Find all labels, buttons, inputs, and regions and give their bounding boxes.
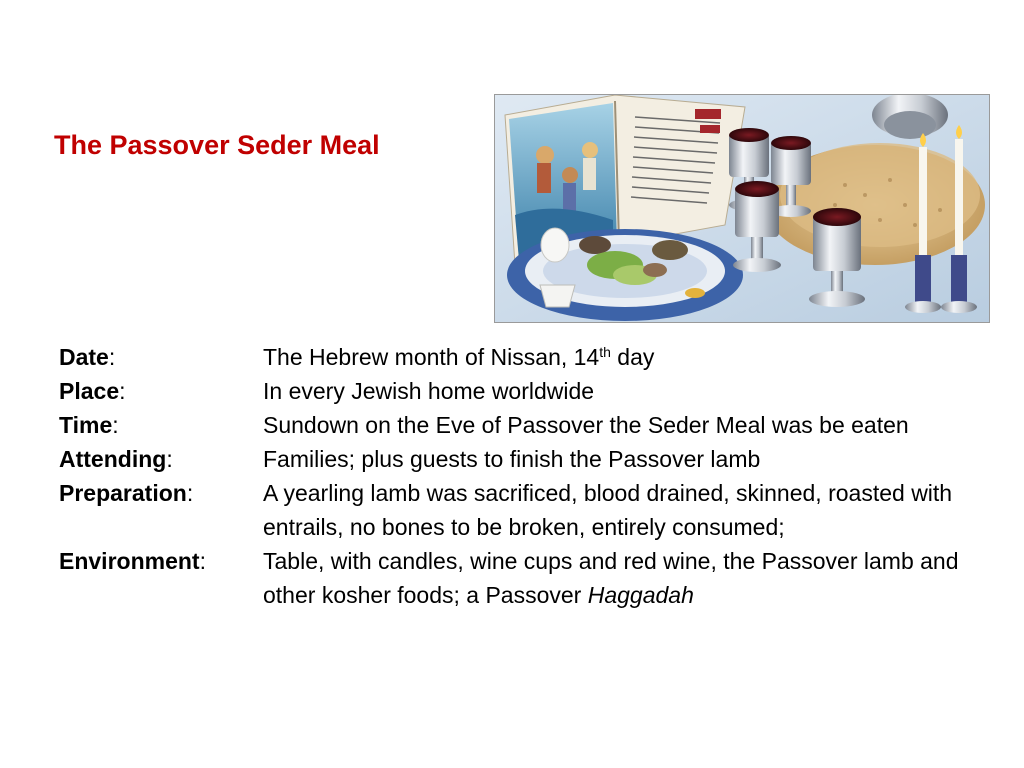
seder-details-list [59,340,979,612]
detail-description: Families; plus guests to finish the Passover lamb [263,446,761,472]
detail-row-preparation [59,476,979,544]
detail-description: In every Jewish home worldwide [263,378,595,404]
detail-term: Attending: [59,446,173,472]
detail-row-place [59,374,979,408]
detail-description: A yearling lamb was sacrificed, blood drained, skinned, roasted with entrails, no bones to be broken, entirely consumed; [263,480,953,540]
detail-row-date [59,340,979,374]
detail-description: Sundown on the Eve of Passover the Seder Meal was be eaten [263,412,909,438]
haggadah-italic: Haggadah [587,582,694,608]
detail-term: Environment: [59,548,206,574]
slide-title: The Passover Seder Meal [54,130,380,160]
detail-row-environment [59,544,979,612]
detail-term: Place: [59,378,126,404]
detail-term: Date: [59,344,116,370]
seder-plate-photo [494,94,990,323]
detail-row-time [59,408,979,442]
detail-term: Preparation: [59,480,194,506]
detail-description: The Hebrew month of Nissan, 14th day [263,344,655,370]
detail-row-attending [59,442,979,476]
detail-description: Table, with candles, wine cups and red wine, the Passover lamb and other kosher foods; a Passover Haggadah [263,548,959,608]
detail-term: Time: [59,412,119,438]
